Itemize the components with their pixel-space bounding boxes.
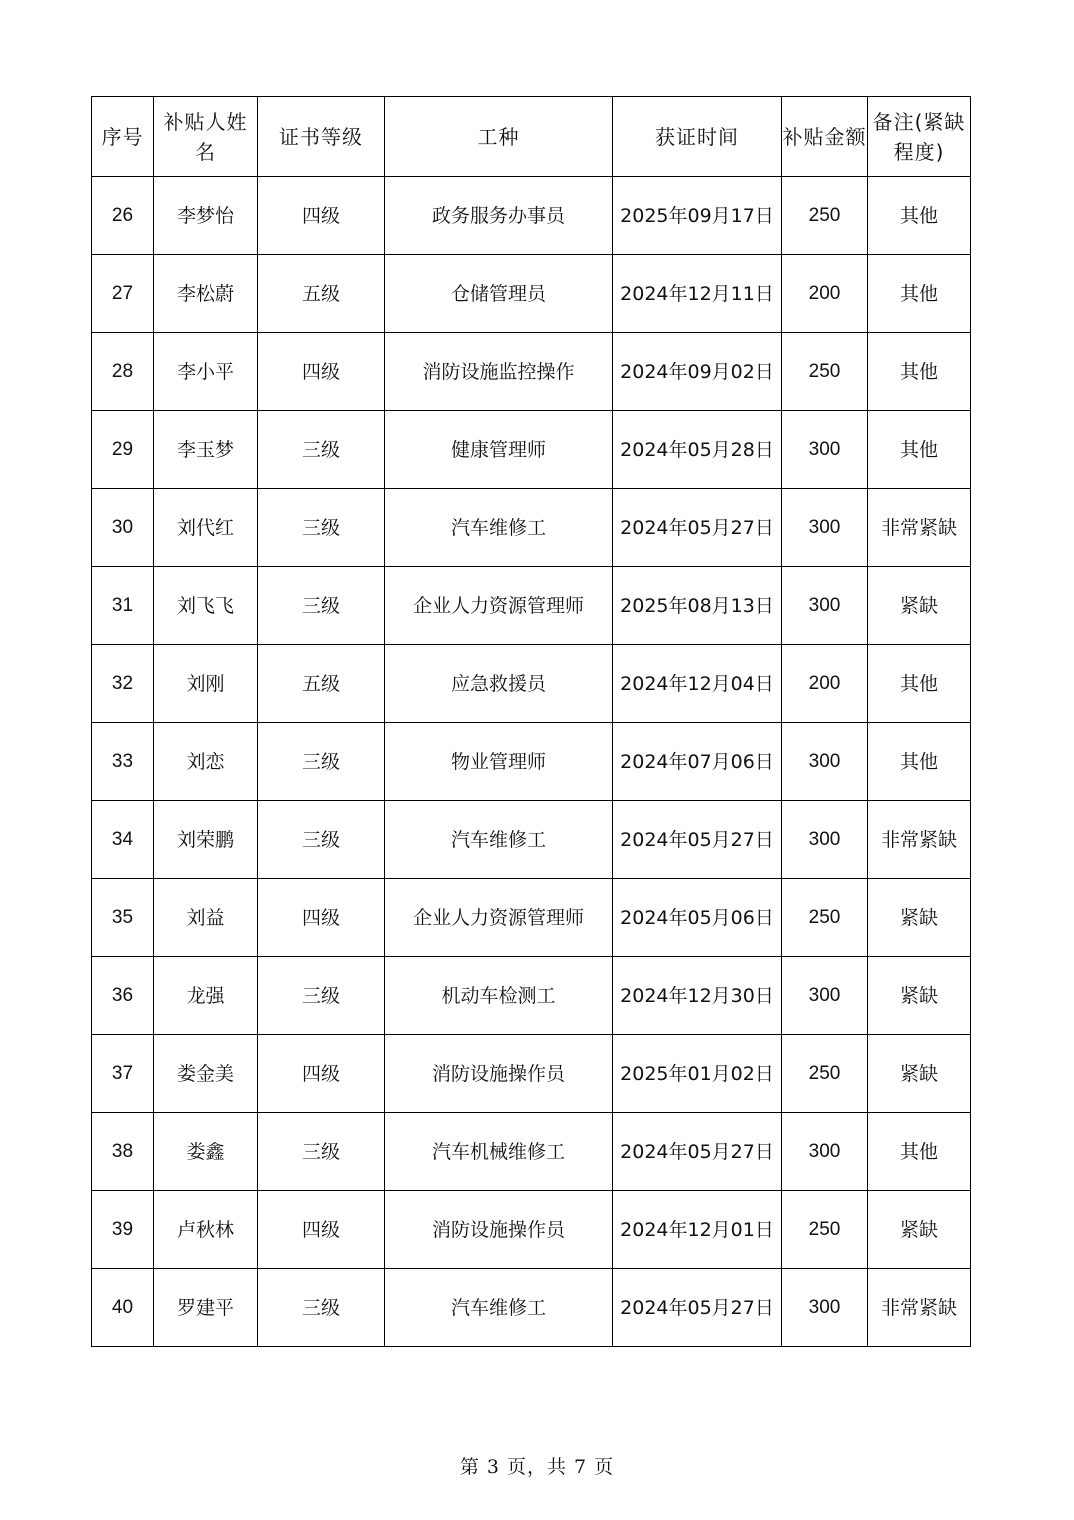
cell-name: 李梦怡 bbox=[154, 177, 258, 255]
cell-idx: 34 bbox=[92, 801, 154, 879]
header-level: 证书等级 bbox=[258, 97, 385, 177]
cell-remark: 其他 bbox=[868, 333, 971, 411]
cell-date: 2024年05月06日 bbox=[613, 879, 782, 957]
table-row bbox=[92, 723, 971, 801]
cell-name: 刘恋 bbox=[154, 723, 258, 801]
cell-date: 2024年05月27日 bbox=[613, 1113, 782, 1191]
cell-level: 五级 bbox=[258, 255, 385, 333]
cell-level: 三级 bbox=[258, 489, 385, 567]
header-remark: 备注(紧缺程度) bbox=[868, 97, 971, 177]
table-row bbox=[92, 645, 971, 723]
cell-amount: 200 bbox=[782, 255, 868, 333]
cell-job: 企业人力资源管理师 bbox=[385, 567, 613, 645]
table-header bbox=[92, 97, 971, 177]
cell-idx: 33 bbox=[92, 723, 154, 801]
cell-idx: 27 bbox=[92, 255, 154, 333]
table-row bbox=[92, 255, 971, 333]
cell-name: 刘刚 bbox=[154, 645, 258, 723]
cell-amount: 300 bbox=[782, 723, 868, 801]
cell-remark: 紧缺 bbox=[868, 1191, 971, 1269]
cell-level: 三级 bbox=[258, 1113, 385, 1191]
cell-date: 2025年01月02日 bbox=[613, 1035, 782, 1113]
cell-idx: 28 bbox=[92, 333, 154, 411]
cell-remark: 其他 bbox=[868, 255, 971, 333]
cell-amount: 250 bbox=[782, 1191, 868, 1269]
cell-level: 四级 bbox=[258, 177, 385, 255]
table-row bbox=[92, 1191, 971, 1269]
header-amount: 补贴金额 bbox=[782, 97, 868, 177]
cell-job: 健康管理师 bbox=[385, 411, 613, 489]
cell-name: 罗建平 bbox=[154, 1269, 258, 1347]
cell-amount: 300 bbox=[782, 567, 868, 645]
header-idx: 序号 bbox=[92, 97, 154, 177]
cell-name: 刘飞飞 bbox=[154, 567, 258, 645]
cell-amount: 300 bbox=[782, 1113, 868, 1191]
cell-level: 四级 bbox=[258, 333, 385, 411]
cell-remark: 非常紧缺 bbox=[868, 1269, 971, 1347]
cell-remark: 紧缺 bbox=[868, 567, 971, 645]
cell-level: 四级 bbox=[258, 879, 385, 957]
cell-amount: 250 bbox=[782, 333, 868, 411]
cell-amount: 250 bbox=[782, 879, 868, 957]
subsidy-table bbox=[91, 96, 971, 1347]
table-row bbox=[92, 333, 971, 411]
cell-job: 汽车机械维修工 bbox=[385, 1113, 613, 1191]
cell-level: 五级 bbox=[258, 645, 385, 723]
cell-idx: 38 bbox=[92, 1113, 154, 1191]
table-row bbox=[92, 177, 971, 255]
cell-job: 企业人力资源管理师 bbox=[385, 879, 613, 957]
cell-amount: 300 bbox=[782, 489, 868, 567]
cell-date: 2025年09月17日 bbox=[613, 177, 782, 255]
table-row bbox=[92, 489, 971, 567]
table-body bbox=[92, 177, 971, 1347]
cell-job: 汽车维修工 bbox=[385, 489, 613, 567]
cell-remark: 紧缺 bbox=[868, 1035, 971, 1113]
cell-name: 李玉梦 bbox=[154, 411, 258, 489]
table-row bbox=[92, 879, 971, 957]
cell-date: 2024年12月01日 bbox=[613, 1191, 782, 1269]
cell-idx: 30 bbox=[92, 489, 154, 567]
cell-idx: 39 bbox=[92, 1191, 154, 1269]
cell-amount: 300 bbox=[782, 957, 868, 1035]
cell-idx: 35 bbox=[92, 879, 154, 957]
cell-amount: 300 bbox=[782, 801, 868, 879]
cell-date: 2025年08月13日 bbox=[613, 567, 782, 645]
cell-date: 2024年12月30日 bbox=[613, 957, 782, 1035]
cell-level: 四级 bbox=[258, 1191, 385, 1269]
cell-remark: 其他 bbox=[868, 177, 971, 255]
cell-name: 娄金美 bbox=[154, 1035, 258, 1113]
cell-remark: 紧缺 bbox=[868, 957, 971, 1035]
cell-amount: 300 bbox=[782, 411, 868, 489]
cell-remark: 非常紧缺 bbox=[868, 801, 971, 879]
cell-date: 2024年05月27日 bbox=[613, 801, 782, 879]
cell-level: 四级 bbox=[258, 1035, 385, 1113]
cell-level: 三级 bbox=[258, 1269, 385, 1347]
cell-amount: 250 bbox=[782, 177, 868, 255]
cell-job: 仓储管理员 bbox=[385, 255, 613, 333]
cell-idx: 37 bbox=[92, 1035, 154, 1113]
cell-date: 2024年05月27日 bbox=[613, 1269, 782, 1347]
cell-name: 刘荣鹏 bbox=[154, 801, 258, 879]
cell-date: 2024年07月06日 bbox=[613, 723, 782, 801]
cell-job: 政务服务办事员 bbox=[385, 177, 613, 255]
cell-remark: 非常紧缺 bbox=[868, 489, 971, 567]
cell-date: 2024年05月27日 bbox=[613, 489, 782, 567]
cell-date: 2024年09月02日 bbox=[613, 333, 782, 411]
cell-amount: 250 bbox=[782, 1035, 868, 1113]
cell-remark: 紧缺 bbox=[868, 879, 971, 957]
cell-name: 刘益 bbox=[154, 879, 258, 957]
cell-job: 机动车检测工 bbox=[385, 957, 613, 1035]
cell-job: 物业管理师 bbox=[385, 723, 613, 801]
header-name: 补贴人姓名 bbox=[154, 97, 258, 177]
header-row bbox=[92, 97, 971, 177]
cell-level: 三级 bbox=[258, 801, 385, 879]
cell-name: 刘代红 bbox=[154, 489, 258, 567]
table-row bbox=[92, 801, 971, 879]
cell-level: 三级 bbox=[258, 957, 385, 1035]
table-row bbox=[92, 1113, 971, 1191]
table-row bbox=[92, 957, 971, 1035]
cell-job: 消防设施操作员 bbox=[385, 1191, 613, 1269]
cell-amount: 300 bbox=[782, 1269, 868, 1347]
cell-level: 三级 bbox=[258, 723, 385, 801]
cell-job: 消防设施操作员 bbox=[385, 1035, 613, 1113]
cell-name: 李松蔚 bbox=[154, 255, 258, 333]
page-footer: 第 3 页，共 7 页 bbox=[459, 1456, 615, 1478]
cell-job: 汽车维修工 bbox=[385, 1269, 613, 1347]
cell-job: 消防设施监控操作 bbox=[385, 333, 613, 411]
cell-idx: 26 bbox=[92, 177, 154, 255]
table-row bbox=[92, 567, 971, 645]
cell-remark: 其他 bbox=[868, 723, 971, 801]
cell-date: 2024年05月28日 bbox=[613, 411, 782, 489]
cell-idx: 40 bbox=[92, 1269, 154, 1347]
cell-date: 2024年12月04日 bbox=[613, 645, 782, 723]
cell-name: 卢秋林 bbox=[154, 1191, 258, 1269]
cell-remark: 其他 bbox=[868, 645, 971, 723]
cell-level: 三级 bbox=[258, 411, 385, 489]
cell-remark: 其他 bbox=[868, 411, 971, 489]
table-row bbox=[92, 1269, 971, 1347]
cell-name: 龙强 bbox=[154, 957, 258, 1035]
cell-idx: 31 bbox=[92, 567, 154, 645]
cell-job: 应急救援员 bbox=[385, 645, 613, 723]
header-job: 工种 bbox=[385, 97, 613, 177]
table-row bbox=[92, 411, 971, 489]
cell-name: 李小平 bbox=[154, 333, 258, 411]
header-date: 获证时间 bbox=[613, 97, 782, 177]
cell-amount: 200 bbox=[782, 645, 868, 723]
cell-idx: 29 bbox=[92, 411, 154, 489]
cell-job: 汽车维修工 bbox=[385, 801, 613, 879]
cell-idx: 36 bbox=[92, 957, 154, 1035]
cell-remark: 其他 bbox=[868, 1113, 971, 1191]
cell-level: 三级 bbox=[258, 567, 385, 645]
cell-idx: 32 bbox=[92, 645, 154, 723]
cell-name: 娄鑫 bbox=[154, 1113, 258, 1191]
table-row bbox=[92, 1035, 971, 1113]
cell-date: 2024年12月11日 bbox=[613, 255, 782, 333]
